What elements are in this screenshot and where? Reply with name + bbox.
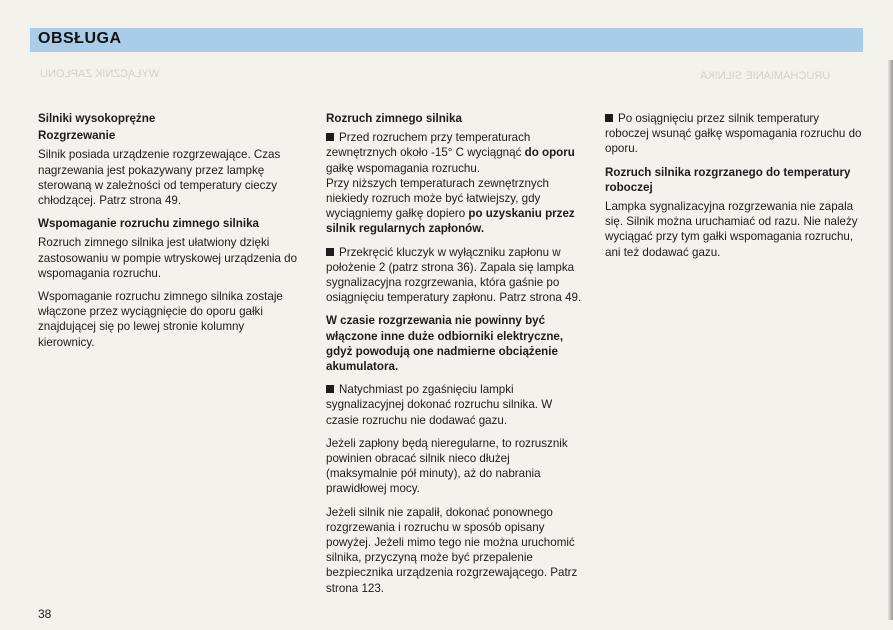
column-2 xyxy=(326,111,582,604)
paragraph-irregular-ignition: Jeżeli zapłony będą nieregularne, to rozrusznik powinien obracać silnik nieco dłużej (maksymalnie pół minuty), aż do nabrania prawidłowej mocy. xyxy=(326,436,568,496)
paragraph-injection-pump: Rozruch zimnego silnika jest ułatwiony dzięki zastosowaniu w pompie wtryskowej urządzenia do wspomagania rozruchu. xyxy=(38,236,298,280)
bullet-turn-key: Przekręcić kluczyk w wyłączniku zapłonu w położenie 2 (patrz strona 36). Zapala się lampka sygnalizacyjna rozgrzewania, która gaśnie po osiągnięciu temperatury zapłonu. Patrz strona 49. xyxy=(326,245,582,305)
paragraph-restart-fuse: Jeżeli silnik nie zapalił, dokonać ponownego rozgrzewania i rozruchu w sposób opisany powyżej. Jeżeli mimo tego nie można uruchomić silnika, przyczyną może być przepalenie bezpiecznika urządzenia rozgrzewającego. Patrz strona 123. xyxy=(326,505,578,595)
column-1 xyxy=(38,111,300,358)
heading-cold-start-assist: Wspomaganie rozruchu zimnego silnika xyxy=(38,217,259,231)
bullet-square-icon xyxy=(326,248,334,256)
section-header-bar xyxy=(30,28,863,52)
bleed-through-right: URUCHAMIANIE SILNIKA xyxy=(700,70,831,82)
bullet-start-engine: Natychmiast po zgaśnięciu lampki sygnalizacyjnej dokonać rozruchu silnika. W czasie rozruchu nie dodawać gazu. xyxy=(326,383,553,427)
paragraph-lower-temperatures: Przy niższych temperaturach zewnętrznych niekiedy rozruch może być łatwiejszy, gdy wyciągniemy gałkę dopiero po uzyskaniu przez silnik regularnych zapłonów. xyxy=(326,176,575,236)
heading-cold-engine-start: Rozruch zimnego silnika xyxy=(326,112,462,125)
subheading-warming: Rozgrzewanie xyxy=(38,129,116,143)
paragraph-warming-device: Silnik posiada urządzenie rozgrzewające. Czas nagrzewania jest pokazywany przez lampkę sterowaną w zależności od temperatury cieczy chłodzącej. Patrz strona 49. xyxy=(38,148,281,208)
page-number: 38 xyxy=(38,607,52,621)
bleed-through-left: WYŁĄCZNIK ZAPŁONU xyxy=(40,68,160,80)
column-3 xyxy=(605,111,865,268)
paragraph-assist-knob: Wspomaganie rozruchu zimnego silnika zostaje włączone przez wyciągnięcie do oporu gałki znajdującej się po lewej stronie kolumny kierownicy. xyxy=(38,290,283,349)
section-title: OBSŁUGA xyxy=(38,30,122,47)
paragraph-warm-start: Lampka sygnalizacyjna rozgrzewania nie zapala się. Silnik można uruchamiać od razu. Nie należy wyciągać przy tym gałki wspomagania rozruchu, ani też dodawać gazu. xyxy=(605,200,858,259)
warning-electrical-loads: W czasie rozgrzewania nie powinny być włączone inne duże odbiorniki elektryczne, gdyż powodują one nadmierne obciążenie akumulatora. xyxy=(326,314,564,374)
bullet-square-icon xyxy=(326,385,334,393)
bullet-pull-knob: Przed rozruchem przy temperaturach zewnętrznych około -15° C wyciągnąć do oporu gałkę wspomagania rozruchu. xyxy=(326,131,575,175)
bullet-square-icon xyxy=(605,114,613,122)
bullet-square-icon xyxy=(326,133,334,141)
heading-diesel-engines: Silniki wysokoprężne xyxy=(38,112,156,125)
page-edge-shadow xyxy=(888,60,893,620)
heading-warm-engine-start: Rozruch silnika rozgrzanego do temperatury roboczej xyxy=(605,165,851,194)
bullet-push-knob: Po osiągnięciu przez silnik temperatury roboczej wsunąć gałkę wspomagania rozruchu do oporu. xyxy=(605,112,862,156)
